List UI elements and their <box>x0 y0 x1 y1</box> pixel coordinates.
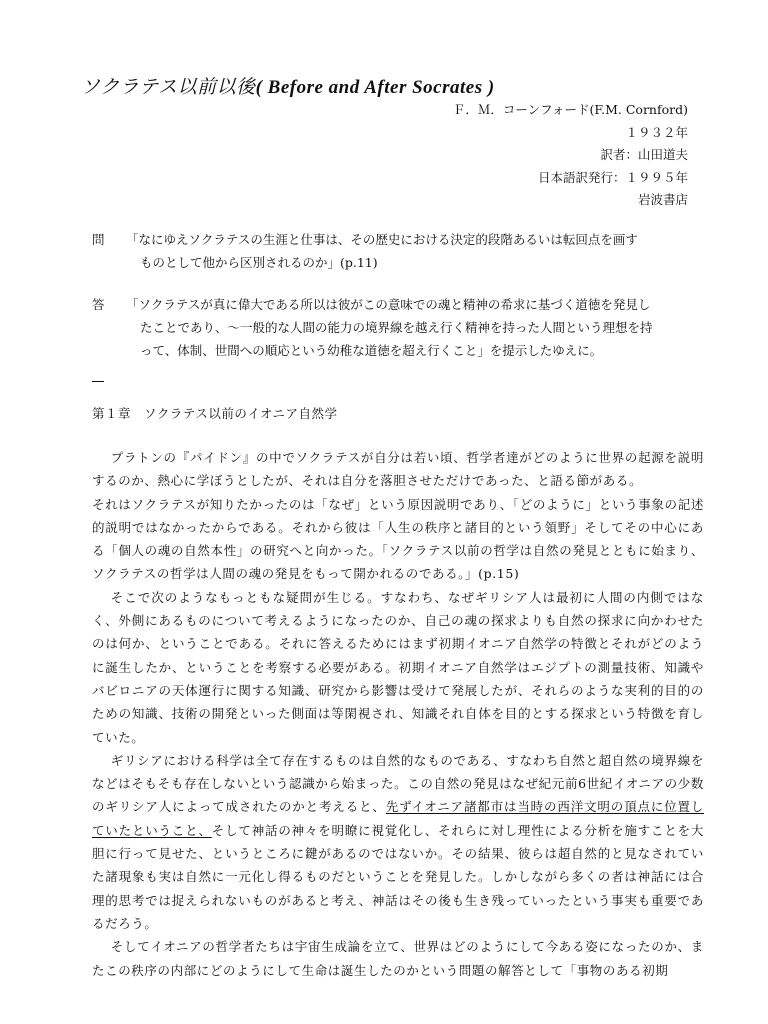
chapter-heading: 第１章 ソクラテス以前のイオニア自然学 <box>92 406 338 421</box>
question-line: ものとして他から区別されるのか」(p.11) <box>140 255 378 270</box>
paragraph: それはソクラテスが知りたかったのは「なぜ」という原因説明であり、「どのように」という事象の記述的説明ではなかったからである。それから彼は「人生の秩序と諸目的という領野」そしてその中心にある「個人の魂の自然本性」の研究へと向かった。「ソクラテス以前の哲学は自然の発見とともに始まり、ソクラテスの哲学は人間の魂の発見をもって開かれるのである。」(p.15) <box>92 496 704 582</box>
publisher-line: 岩波書店 <box>637 192 688 207</box>
answer-line: たことであり、～一般的な人間の能力の境界線を越え行く精神を持った人間という理想を持 <box>140 320 653 335</box>
answer-block <box>92 293 702 362</box>
answer-line: 「ソクラテスが真に偉大である所以は彼がこの意味での魂と精神の希求に基づく道徳を発見し <box>126 297 651 312</box>
answer-mark-label: 答 <box>92 297 105 312</box>
paragraph: そしてイオニアの哲学者たちは宇宙生成論を立て、世界はどのようにして今ある姿になったのか、またこの秩序の内部にどのようにして生命は誕生したのかという問題の解答として「事物のある初期 <box>92 939 704 978</box>
title-english: ( Before and After Socrates ) <box>255 77 495 98</box>
body-text <box>92 446 704 982</box>
paragraph-text: ギリシアにおける科学は全て存在するものは自然的なものである、すなわち自然と超自然の境界線をなどはそもそも存在しないという認識から始まった。この自然の発見はなぜ紀元前6世紀イオニアの少数のギリシア人によって成されたのかと考えると、 <box>92 752 704 815</box>
answer-line: って、体制、世間への順応という幼稚な道徳を超え行くこと」を提示したゆえに。 <box>140 343 603 358</box>
question-block <box>92 228 702 274</box>
underlined-text: 先ずイオニア諸都市は当時の西洋文明の頂点に位置していたということ、 <box>92 799 705 838</box>
paragraph-text: そして神話の神々を明瞭に視覚化し、それらに対し理性による分析を施すことを大胆に行って見せた、というところに鍵があるのではないか。その結果、彼らは超自然的と見なされていた諸現象も実は自然に一元化し得るものだということを発見した。しかしながら多くの者は神話には合理的思考では捉えられないものがあると考え、神話はその後も生き残っていったという事実も重要であるだろう。 <box>92 822 704 931</box>
document-metadata <box>453 99 688 212</box>
jp-release-line: 日本語訳発行：１９９５年 <box>537 169 688 185</box>
question-mark-label: 問 <box>92 232 105 247</box>
title-japanese: ソクラテス以前以後 <box>81 76 256 98</box>
author-line: Ｆ．Ｍ．コーンフォード(F.M. Cornford) <box>452 102 688 117</box>
paragraph <box>92 749 704 935</box>
question-line: 「なにゆえソクラテスの生涯と仕事は、その歴史における決定的段階あるいは転回点を画す <box>126 232 638 247</box>
section-divider <box>92 381 104 382</box>
paragraph: そこで次のようなもっともな疑問が生じる。すなわち、なぜギリシア人は最初に人間の内側ではなく、外側にあるものについて考えるようになったのか、自己の魂の探求よりも自然の探求に向かわせたのは何か、ということである。それに答えるためにはまず初期イオニア自然学の特徴とそれがどのように誕生したか、ということを考察する必要がある。初期イオニア自然学はエジプトの測量技術、知識やバビロニアの天体運行に関する知識、研究から影響は受けて発展したが、それらのような実利的目的のための知識、技術の開発といった側面は等閑視され、知識それ自体を目的とする探求という特徴を育していた。 <box>92 589 704 745</box>
paragraph: プラトンの『パイドン』の中でソクラテスが自分は若い頃、哲学者達がどのように世界の起源を説明するのか、熱心に学ぼうとしたが、それは自分を落胆させただけであった、と語る節がある。 <box>92 450 704 489</box>
document-title <box>81 72 495 99</box>
year-line: １９３２年 <box>625 124 688 140</box>
translator-line: 訳者：山田道夫 <box>600 147 688 162</box>
